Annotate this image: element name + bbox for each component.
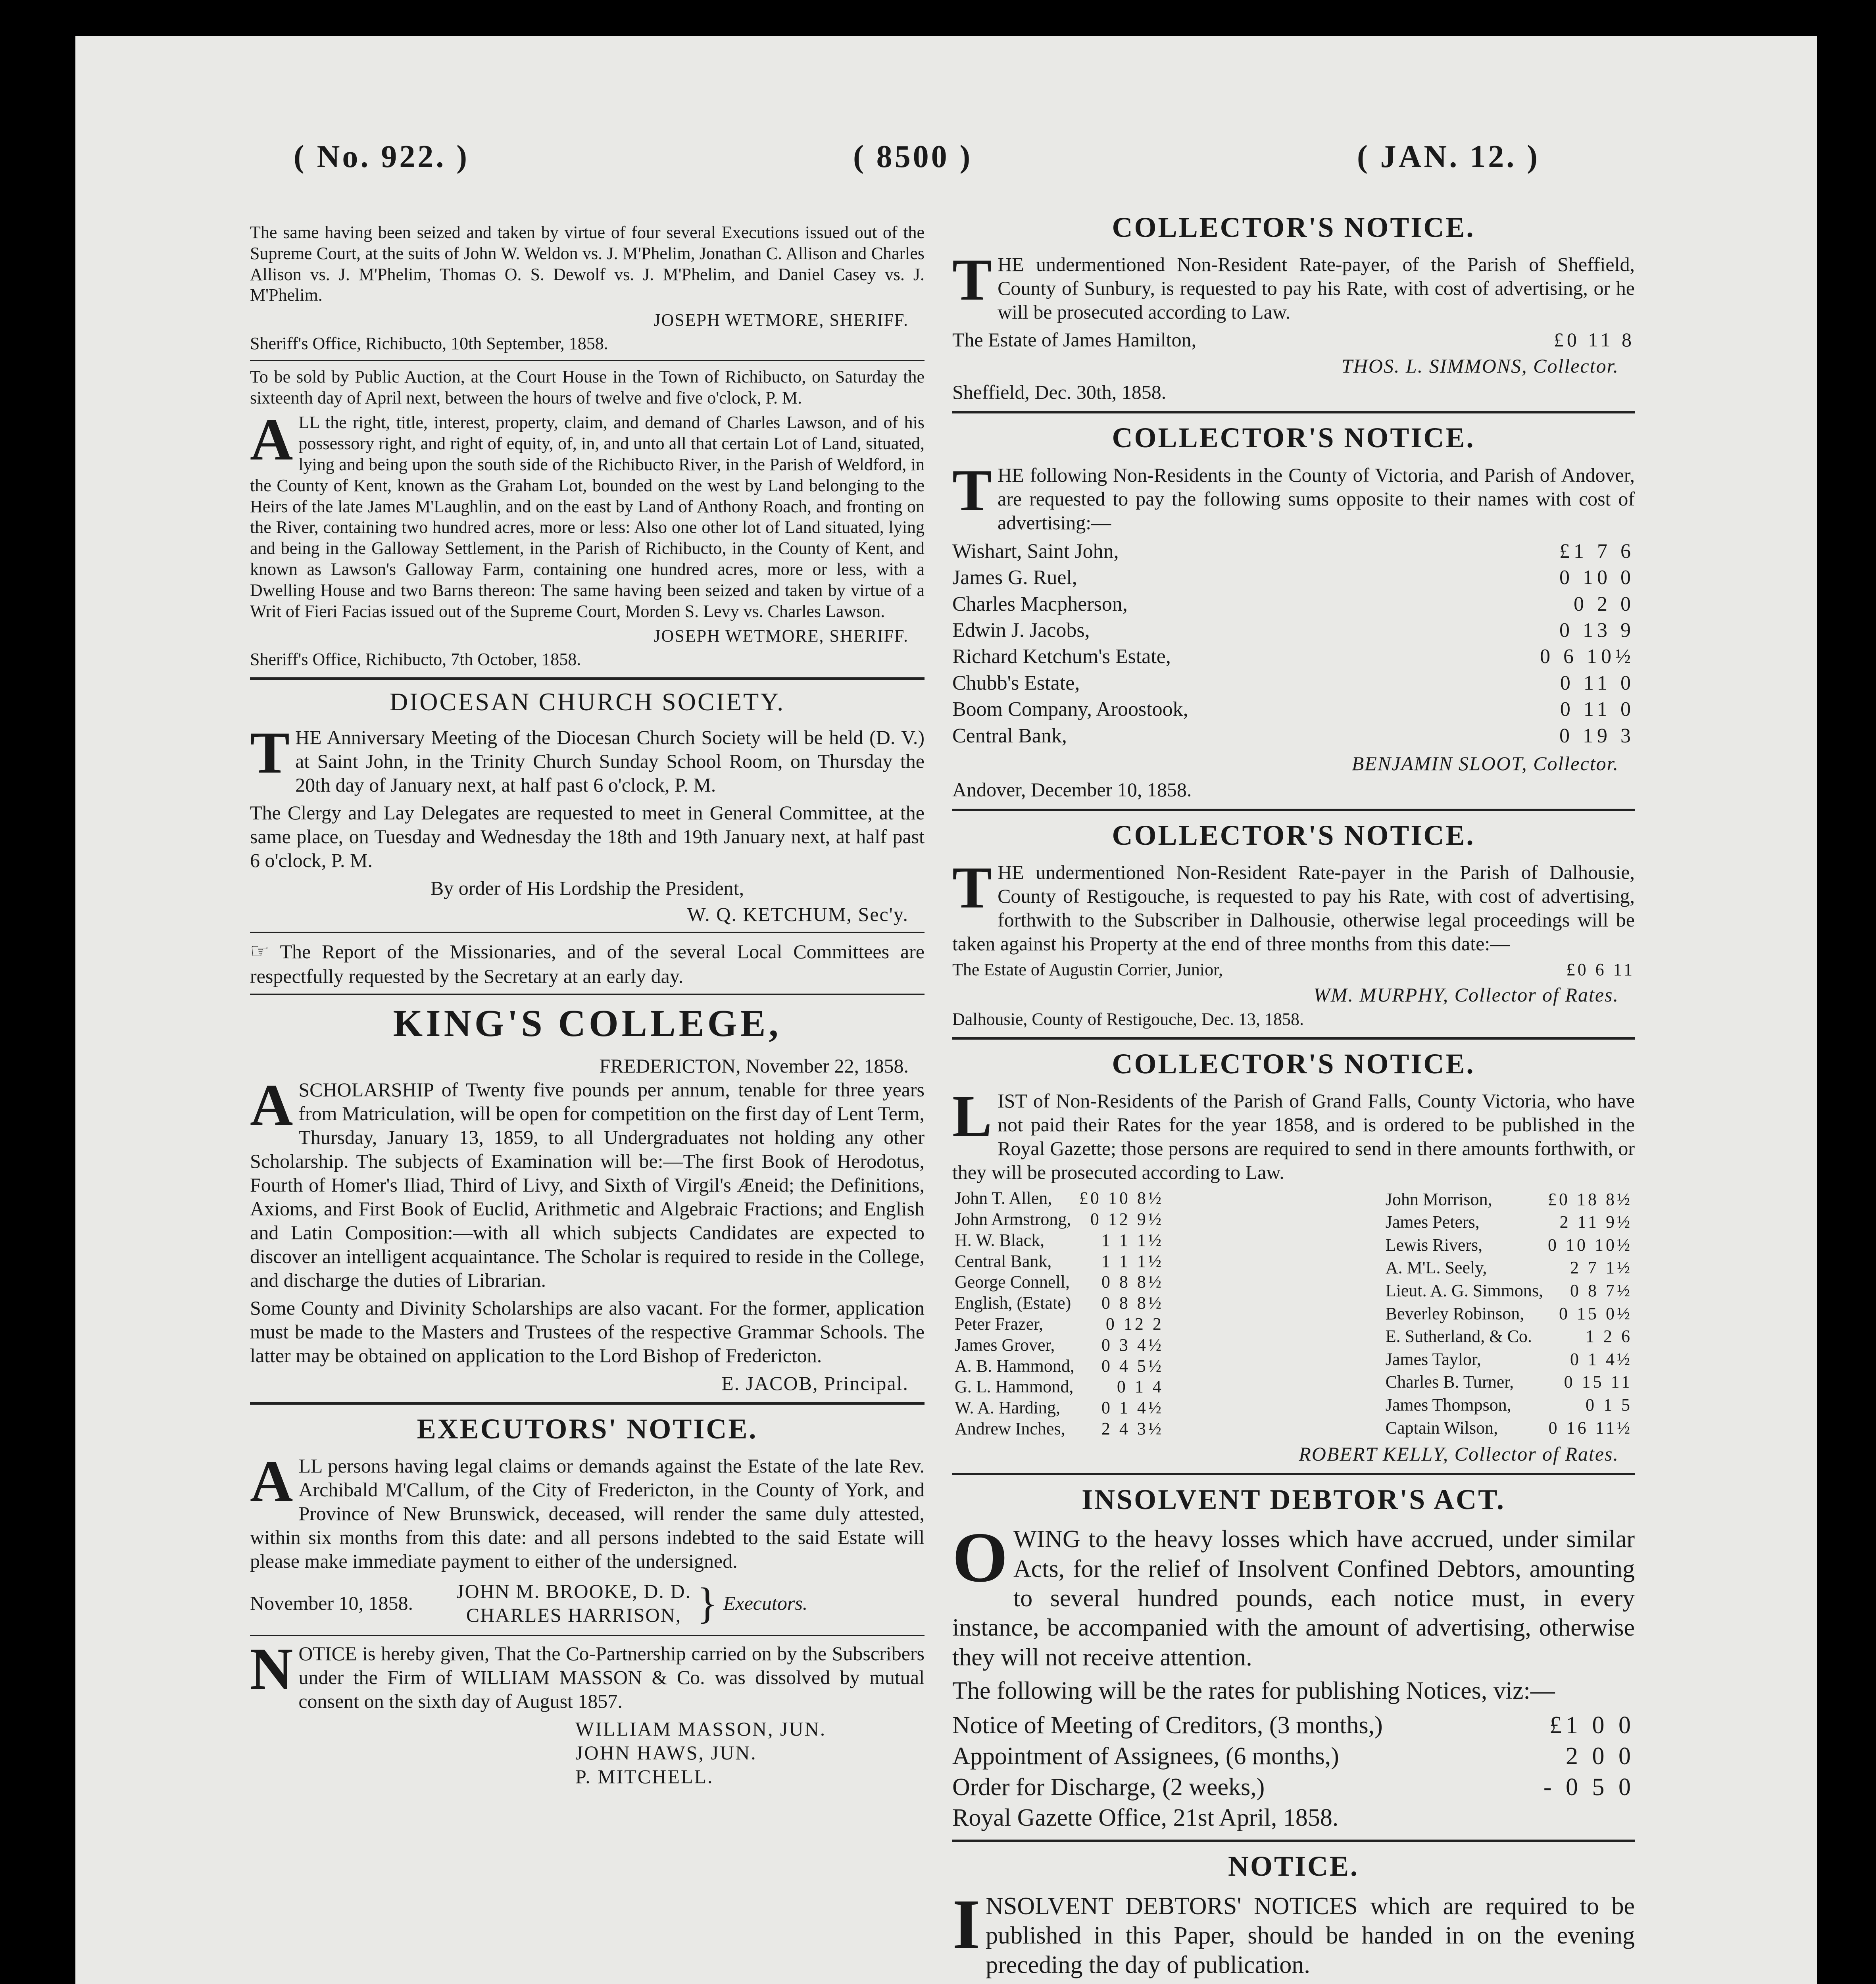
row-name: W. A. Harding, [955, 1398, 1061, 1418]
row-name: Boom Company, Aroostook, [952, 698, 1188, 721]
executors-names [456, 1579, 691, 1627]
executors-date: November 10, 1858. [250, 1592, 413, 1615]
kings-college-title: KING'S COLLEGE, [393, 1002, 782, 1044]
collector-notice-4-text: IST of Non-Residents of the Parish of Grand Falls, County Victoria, who have not paid their Rates for the year 1858, and is ordered to be published in the Royal Gazette; those persons are required to send in there amounts forthwith, or they will be prosecuted according to Law. [952, 1090, 1635, 1184]
rate-row [952, 1272, 1166, 1293]
rate-row [952, 670, 1635, 696]
collector-notice-3 [952, 855, 1635, 955]
row-name: Captain Wilson, [1385, 1418, 1498, 1438]
partnership-text: OTICE is hereby given, That the Co-Partnership carried on by the Subscribers under the Firm of WILLIAM MASSON & Co. was dissolved by mutual consent on the sixth day of August 1857. [298, 1642, 925, 1713]
diocesan-text: HE Anniversary Meeting of the Diocesan Church Society will be held (D. V.) at Saint John, in the Trinity Church Sunday School Room, on Thursday the 20th day of January next, at half past 6 o'clock, P. M. [295, 726, 925, 796]
drop-cap: T [250, 719, 290, 786]
row-amount: 2 4 3½ [1101, 1419, 1164, 1439]
row-name: James Grover, [955, 1335, 1055, 1355]
collector-notice-1-title: COLLECTOR'S NOTICE. [1112, 211, 1475, 243]
rate-row [952, 696, 1635, 723]
collector-notice-4-left-table [952, 1188, 1166, 1440]
collector-notice-1-text: HE undermentioned Non-Resident Rate-payer, of the Parish of Sheffield, County of Sunbury, is requested to pay his Rate, with cost of advertising, or he will be prosecuted according to Law. [998, 253, 1635, 323]
row-name: Notice of Meeting of Creditors, (3 months,) [952, 1711, 1383, 1739]
row-name: Central Bank, [952, 724, 1067, 747]
drop-cap: I [952, 1884, 980, 1964]
rate-row [952, 1230, 1166, 1251]
rate-row [952, 1251, 1166, 1272]
partnership-signature: JOHN HAWS, JUN. [575, 1742, 757, 1764]
rate-row [952, 1376, 1166, 1398]
row-amount: 0 16 11½ [1548, 1418, 1632, 1438]
partnership-signature: WILLIAM MASSON, JUN. [575, 1718, 827, 1740]
collector-notice-4-right-table [1383, 1188, 1635, 1440]
rate-row [952, 565, 1635, 591]
collector-notice-4 [952, 1083, 1635, 1184]
rate-row [952, 1314, 1166, 1335]
collector-notice-1-row [952, 328, 1635, 352]
collector-notice-4-signature: ROBERT KELLY, Collector of Rates. [1299, 1442, 1619, 1465]
row-amount: 1 2 6 [1586, 1327, 1632, 1346]
collector-notice-2-table [952, 538, 1635, 749]
insolvent-act-title: INSOLVENT DEBTOR'S ACT. [1082, 1483, 1505, 1515]
rate-row [1383, 1280, 1635, 1303]
page-number: ( 8500 ) [853, 139, 973, 174]
diocesan-signature: W. Q. KETCHUM, Sec'y. [687, 903, 909, 925]
drop-cap: T [952, 457, 992, 523]
row-name: Edwin J. Jacobs, [952, 619, 1090, 642]
collector-notice-3-place: Dalhousie, County of Restigouche, Dec. 13, 1858. [952, 1009, 1304, 1029]
estate-amount: £0 11 8 [1553, 329, 1635, 351]
auction-office: Sheriff's Office, Richibucto, 7th October, 1858. [250, 650, 581, 669]
row-name: James Peters, [1385, 1212, 1480, 1232]
collector-notice-2-signature: BENJAMIN SLOOT, Collector. [1351, 752, 1619, 775]
drop-cap: N [250, 1636, 293, 1702]
collector-notice-4-lists [952, 1188, 1635, 1440]
rate-row [1383, 1371, 1635, 1394]
row-amount: 0 15 0½ [1559, 1303, 1632, 1323]
auction-text: LL the right, title, interest, property, claim, and demand of Charles Lawson, and of his possessory right, and right of equity, of, in, and unto all that certain Lot of Land, situated, lying and being upon the south side of the Richibucto River, in the Parish of Weldford, in the County of Kent, known as the Graham Lot, bounded on the west by Land belonging to the Heirs of the late James M'Laughlin, and on the east by Land of Anthony Roach, and fronting on the River, containing two hundred acres, more or less: Also one other lot of Land situated, lying and being in the Galloway Settlement, in the Parish of Richibucto, in the County of Kent, and known as Lawson's Galloway Farm, containing one hundred acres, more or less, with a Dwelling House and two Barns thereon: The same having been seized and taken by virtue of a Writ of Fieri Facias issued out of the Supreme Court, Morden S. Levy vs. Charles Lawson. [250, 413, 925, 621]
row-amount: 0 1 4½ [1101, 1398, 1164, 1418]
notice-body [952, 1884, 1635, 1980]
rate-row [952, 1741, 1635, 1772]
insolvent-rates-table [952, 1710, 1635, 1803]
row-amount: £0 18 8½ [1548, 1189, 1632, 1209]
divider [250, 360, 925, 361]
divider [952, 1037, 1635, 1040]
row-amount: 0 6 10½ [1540, 645, 1635, 668]
auction-notice [250, 407, 925, 622]
row-name: A. M'L. Seely, [1385, 1258, 1487, 1278]
drop-cap: T [952, 855, 992, 921]
estate-name: The Estate of Augustin Corrier, Junior, [952, 960, 1223, 980]
collector-notice-3-signature: WM. MURPHY, Collector of Rates. [1313, 984, 1619, 1006]
rate-row [952, 1710, 1635, 1741]
row-amount: 0 8 7½ [1570, 1281, 1632, 1301]
row-amount: £0 10 8½ [1079, 1188, 1164, 1208]
divider [250, 994, 925, 995]
divider [952, 1473, 1635, 1475]
executors-role: Executors. [723, 1592, 808, 1615]
row-name: Central Bank, [955, 1251, 1052, 1271]
rate-row [952, 1209, 1166, 1230]
row-amount: 0 19 3 [1559, 724, 1635, 747]
rate-row [952, 1419, 1166, 1440]
divider [250, 677, 925, 680]
rate-row [1383, 1325, 1635, 1348]
row-amount: 1 1 1½ [1101, 1251, 1164, 1271]
insolvent-act-office: Royal Gazette Office, 21st April, 1858. [952, 1804, 1339, 1831]
collector-notice-2-text: HE following Non-Residents in the County of Victoria, and Parish of Andover, are requested to pay the following sums opposite to their names with cost of advertising:— [998, 463, 1635, 534]
insolvent-act-text-2: The following will be the rates for publishing Notices, viz:— [952, 1677, 1555, 1705]
row-amount: - 0 5 0 [1543, 1774, 1635, 1801]
collector-notice-2-title: COLLECTOR'S NOTICE. [1112, 422, 1475, 454]
divider [250, 1402, 925, 1405]
auction-intro: To be sold by Public Auction, at the Court House in the Town of Richibucto, on Saturday the sixteenth day of April next, between the hours of twelve and five o'clock, P. M. [250, 367, 925, 408]
collector-notice-3-title: COLLECTOR'S NOTICE. [1112, 819, 1475, 851]
row-name: Peter Frazer, [955, 1314, 1044, 1334]
row-name: H. W. Black, [955, 1230, 1045, 1250]
executors-title: EXECUTORS' NOTICE. [417, 1413, 758, 1445]
rate-row [1383, 1234, 1635, 1257]
row-amount: 0 8 8½ [1101, 1293, 1164, 1313]
row-name: Appointment of Assignees, (6 months,) [952, 1742, 1339, 1770]
rate-row [952, 1356, 1166, 1377]
row-name: John T. Allen, [955, 1188, 1052, 1208]
row-name: Andrew Inches, [955, 1419, 1065, 1439]
row-name: E. Sutherland, & Co. [1385, 1327, 1532, 1346]
rate-row [952, 591, 1635, 617]
row-amount: 1 1 1½ [1101, 1230, 1164, 1250]
drop-cap: O [952, 1518, 1008, 1597]
collector-notice-1-place: Sheffield, Dec. 30th, 1858. [952, 381, 1167, 404]
rate-row [1383, 1394, 1635, 1417]
executors-signature-block [250, 1577, 925, 1629]
rate-row [952, 723, 1635, 749]
rate-row [952, 617, 1635, 644]
estate-name: The Estate of James Hamilton, [952, 329, 1197, 351]
rate-row [1383, 1257, 1635, 1280]
kings-college-text-2: Some County and Divinity Scholarships are also vacant. For the former, application must be made to the Masters and Trustees of the respective Grammar Schools. The latter may be obtained on application to the Lord Bishop of Fredericton. [250, 1296, 925, 1367]
row-amount: 0 12 2 [1105, 1314, 1164, 1334]
drop-cap: A [250, 1072, 293, 1138]
row-amount: 0 15 11 [1564, 1372, 1632, 1392]
issue-number: ( No. 922. ) [294, 139, 470, 174]
row-name: George Connell, [955, 1272, 1070, 1292]
row-amount: 2 7 1½ [1570, 1258, 1632, 1278]
drop-cap: A [250, 407, 293, 473]
row-amount: 0 12 9½ [1090, 1209, 1164, 1229]
row-amount: 2 0 0 [1566, 1742, 1635, 1770]
insolvent-act-text: WING to the heavy losses which have accrued, under similar Acts, for the relief of Insolvent Confined Debtors, amounting to several hundred pounds, each notice must, in every instance, be accompanied with the amount of advertising, otherwise they will not receive attention. [952, 1526, 1635, 1671]
collector-notice-1 [952, 247, 1635, 324]
issue-date: ( JAN. 12. ) [1357, 139, 1540, 174]
rate-row [1383, 1211, 1635, 1234]
rate-row [1383, 1188, 1635, 1211]
divider [952, 1840, 1635, 1842]
rate-row [1383, 1417, 1635, 1440]
estate-amount: £0 6 11 [1566, 960, 1635, 980]
divider [250, 932, 925, 933]
row-amount: 0 10 10½ [1548, 1235, 1632, 1255]
insolvent-act-notice [952, 1518, 1635, 1672]
executors-text: LL persons having legal claims or demands against the Estate of the late Rev. Archibald M'Callum, of the City of Fredericton, in the County of York, and Province of New Brunswick, deceased, will render the same duly attested, within six months from this date: and all persons indebted to the said Estate will please make immediate payment to either of the undersigned. [250, 1455, 925, 1573]
collector-notice-2 [952, 457, 1635, 534]
row-name: Charles Macpherson, [952, 592, 1128, 615]
row-amount: 0 8 8½ [1101, 1272, 1164, 1292]
row-name: Chubb's Estate, [952, 671, 1080, 694]
rate-row [952, 1772, 1635, 1803]
divider [250, 1635, 925, 1636]
rate-row [952, 1398, 1166, 1419]
row-name: Order for Discharge, (2 weeks,) [952, 1774, 1265, 1801]
brace: } [697, 1579, 718, 1628]
diocesan-title: DIOCESAN CHURCH SOCIETY. [389, 687, 785, 716]
row-amount: 0 13 9 [1559, 619, 1635, 642]
row-name: English, (Estate) [955, 1293, 1071, 1313]
kings-college-notice [250, 1072, 925, 1292]
row-name: A. B. Hammond, [955, 1356, 1074, 1376]
diocesan-notice [250, 719, 925, 797]
row-amount: 0 2 0 [1574, 592, 1635, 615]
row-amount: 2 11 9½ [1559, 1212, 1632, 1232]
row-name: James G. Ruel, [952, 566, 1077, 589]
drop-cap: A [250, 1448, 293, 1515]
row-name: Lieut. A. G. Simmons, [1385, 1281, 1543, 1301]
rate-row [952, 538, 1635, 565]
row-name: James Thompson, [1385, 1395, 1511, 1415]
kings-college-text: SCHOLARSHIP of Twenty five pounds per annum, tenable for three years from Matriculation, will be open for competition on the first day of Lent Term, Thursday, January 13, 1859, to all Undergraduates not holding any other Scholarship. The subjects of Examination will be:—The first Book of Herodotus, Fourth of Homer's Iliad, Third of Livy, and Sixth of Virgil's Æneid; the Definitions, Axioms, and First Book of Euclid, Arithmetic and Algebraic Fractions; and English and Latin Composition:—with all which subjects Candidates are expected to discover an intelligent acquaintance. The Scholar is required to reside in the College, and discharge the duties of Librarian. [250, 1078, 925, 1291]
left-column [250, 222, 925, 1788]
auction-signature: JOSEPH WETMORE, SHERIFF. [654, 626, 909, 646]
divider [952, 411, 1635, 413]
diocesan-order: By order of His Lordship the President, [430, 877, 744, 899]
diocesan-note [250, 938, 925, 988]
notice-title: NOTICE. [1228, 1850, 1359, 1882]
row-name: John Armstrong, [955, 1209, 1071, 1229]
row-amount: 0 11 0 [1560, 671, 1635, 694]
diocesan-text-2: The Clergy and Lay Delegates are requested to meet in General Committee, at the same place, on Tuesday and Wednesday the 18th and 19th January next, at half past 6 o'clock, P. M. [250, 801, 925, 871]
rate-row [952, 1293, 1166, 1314]
rate-row [1383, 1302, 1635, 1325]
executors-notice [250, 1448, 925, 1573]
row-amount: 0 1 4½ [1570, 1349, 1632, 1369]
kings-college-signature: E. JACOB, Principal. [721, 1372, 909, 1394]
row-name: Lewis Rivers, [1385, 1235, 1483, 1255]
collector-notice-2-place: Andover, December 10, 1858. [952, 778, 1192, 801]
divider [952, 809, 1635, 811]
drop-cap: L [952, 1083, 992, 1150]
row-amount: 0 10 0 [1559, 566, 1635, 589]
row-name: Wishart, Saint John, [952, 540, 1119, 563]
collector-notice-3-text: HE undermentioned Non-Resident Rate-payer in the Parish of Dalhousie, County of Restigouche, is requested to pay his Rate, with cost of advertising, forthwith to the Subscriber in Dalhousie, otherwise legal proceedings will be taken against his Property at the end of three months from this date:— [952, 861, 1635, 955]
rate-row [1383, 1348, 1635, 1371]
right-column [952, 206, 1635, 1984]
collector-notice-3-row [952, 959, 1635, 980]
partnership-signatures [575, 1717, 925, 1788]
row-name: Beverley Robinson, [1385, 1303, 1524, 1323]
executor-name: CHARLES HARRISON, [466, 1604, 682, 1626]
row-amount: 0 4 5½ [1101, 1356, 1164, 1376]
row-name: Richard Ketchum's Estate, [952, 645, 1171, 668]
execution-signature: JOSEPH WETMORE, SHERIFF. [654, 310, 909, 330]
row-name: James Taylor, [1385, 1349, 1481, 1369]
row-name: G. L. Hammond, [955, 1377, 1074, 1397]
collector-notice-4-title: COLLECTOR'S NOTICE. [1112, 1048, 1475, 1080]
execution-office: Sheriff's Office, Richibucto, 10th September, 1858. [250, 333, 608, 353]
diocesan-note-text: The Report of the Missionaries, and of the several Local Committees are respectfully requested by the Secretary at an early day. [250, 940, 925, 987]
pointing-hand-icon: ☞ [250, 939, 269, 963]
partnership-signature: P. MITCHELL. [575, 1765, 714, 1788]
execution-text: The same having been seized and taken by virtue of four several Executions issued out of the Supreme Court, at the suits of John W. Weldon vs. J. M'Phelim, Jonathan C. Allison and Charles Allison vs. J. M'Phelim, Thomas O. S. Dewolf vs. J. M'Phelim, and Daniel Casey vs. J. M'Phelim. [250, 223, 925, 305]
partnership-notice [250, 1636, 925, 1713]
collector-notice-1-signature: THOS. L. SIMMONS, Collector. [1341, 355, 1619, 377]
executor-name: JOHN M. BROOKE, D. D. [456, 1580, 692, 1603]
row-amount: 0 11 0 [1560, 698, 1635, 721]
notice-text: NSOLVENT DEBTORS' NOTICES which are required to be published in this Paper, should be handed in on the evening preceding the day of publication. [986, 1892, 1635, 1979]
row-amount: 0 1 4 [1117, 1377, 1164, 1397]
row-amount: 0 3 4½ [1101, 1335, 1164, 1355]
row-name: John Morrison, [1385, 1189, 1492, 1209]
rate-row [952, 1335, 1166, 1356]
row-name: Charles B. Turner, [1385, 1372, 1514, 1392]
rate-row [952, 1188, 1166, 1209]
drop-cap: T [952, 247, 992, 313]
row-amount: £1 0 0 [1549, 1711, 1635, 1739]
rate-row [952, 644, 1635, 670]
kings-college-place: FREDERICTON, November 22, 1858. [599, 1054, 909, 1077]
row-amount: 0 1 5 [1586, 1395, 1632, 1415]
row-amount: £1 7 6 [1559, 540, 1635, 563]
